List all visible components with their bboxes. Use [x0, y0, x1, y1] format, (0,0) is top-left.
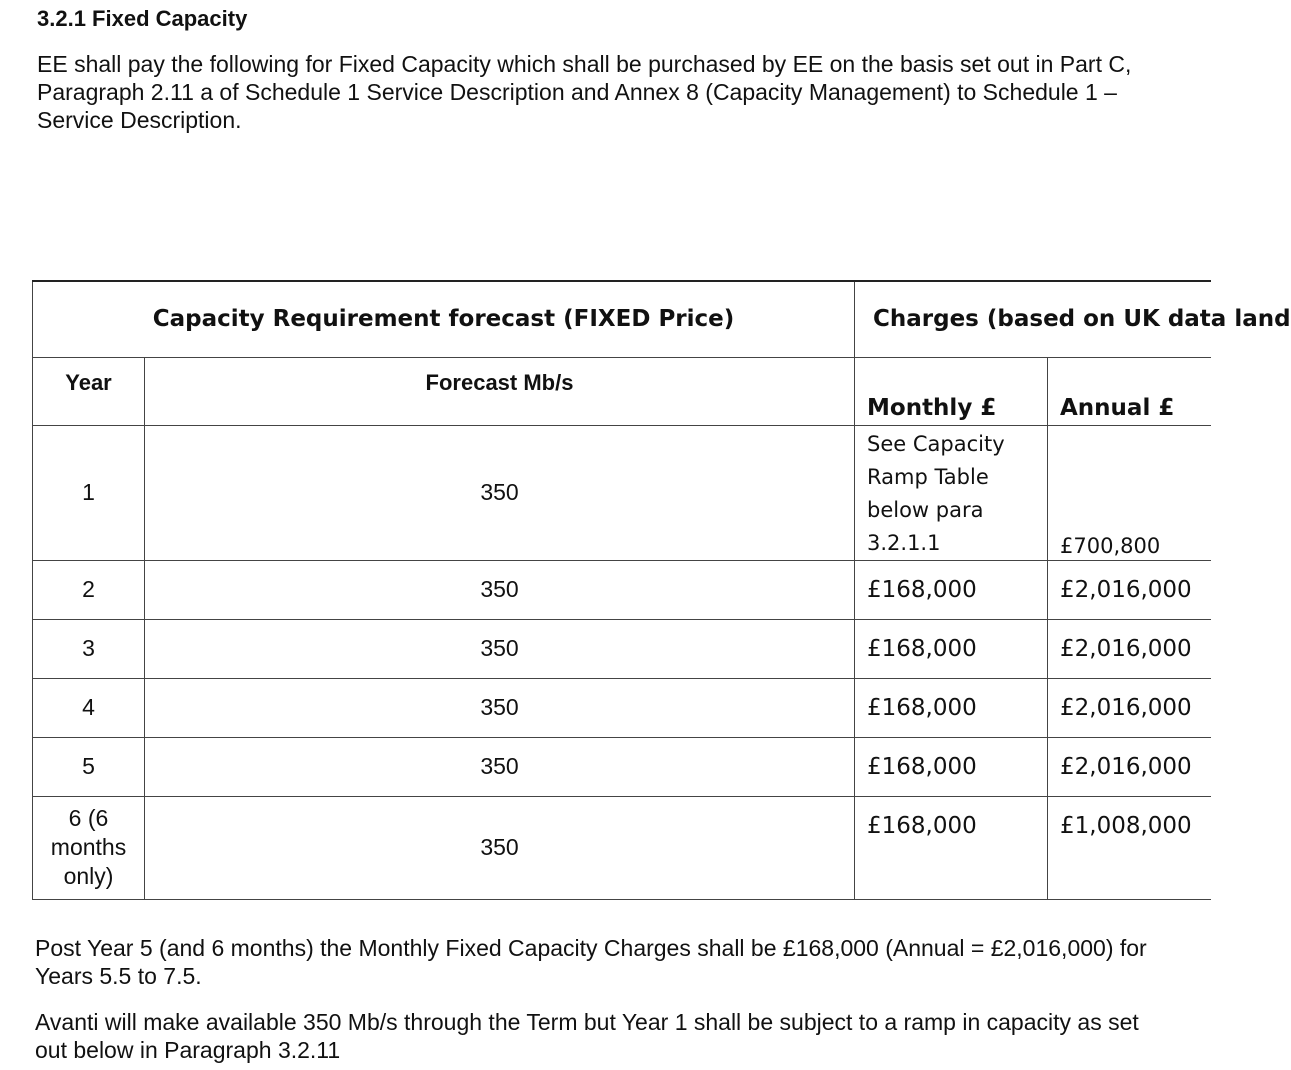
avanti-paragraph: Avanti will make available 350 Mb/s through the Term but Year 1 shall be subject to a ramp in capacity as set out below in Paragraph 3.2.11 [35, 1009, 1139, 1063]
col-header-annual: Annual £ [1048, 357, 1211, 425]
cell-monthly: £168,000 [855, 796, 1048, 899]
col-header-year: Year [33, 357, 145, 425]
group-header-capacity: Capacity Requirement forecast (FIXED Price) [33, 281, 855, 357]
group-header-charges: Charges (based on UK data land [855, 281, 1211, 357]
cell-year: 5 [33, 737, 145, 796]
cell-forecast: 350 [145, 560, 855, 619]
cell-monthly: £168,000 [855, 737, 1048, 796]
cell-forecast: 350 [145, 737, 855, 796]
table-row [33, 425, 1211, 560]
cell-forecast: 350 [145, 678, 855, 737]
cell-annual: £700,800 [1048, 425, 1211, 560]
cell-year: 1 [33, 425, 145, 560]
cell-year-line: 6 (6 [68, 805, 109, 831]
cell-year [33, 796, 145, 899]
cell-year-line: months [50, 834, 127, 860]
cell-annual: £2,016,000 [1048, 737, 1211, 796]
table-group-header-row [33, 281, 1211, 357]
post-year-paragraph: Post Year 5 (and 6 months) the Monthly Fixed Capacity Charges shall be £168,000 (Annual = £2,016,000) for Years 5.5 to 7.5. [35, 935, 1147, 989]
cell-forecast: 350 [145, 425, 855, 560]
table-row [33, 678, 1211, 737]
cell-monthly [855, 425, 1048, 560]
table-column-header-row [33, 357, 1211, 425]
col-header-forecast: Forecast Mb/s [145, 357, 855, 425]
cell-monthly-line: below para [867, 497, 984, 522]
cell-forecast: 350 [145, 619, 855, 678]
cell-monthly-line: Ramp Table [867, 464, 989, 489]
table-row [33, 737, 1211, 796]
table-row [33, 796, 1211, 899]
cell-monthly: £168,000 [855, 560, 1048, 619]
cell-annual: £2,016,000 [1048, 560, 1211, 619]
cell-year: 4 [33, 678, 145, 737]
cell-annual: £1,008,000 [1048, 796, 1211, 899]
col-header-monthly: Monthly £ [855, 357, 1048, 425]
cell-annual: £2,016,000 [1048, 619, 1211, 678]
capacity-table [32, 280, 1291, 900]
cell-year: 2 [33, 560, 145, 619]
cell-monthly-line: 3.2.1.1 [867, 530, 941, 555]
table-row [33, 619, 1211, 678]
cell-monthly: £168,000 [855, 678, 1048, 737]
section-heading: 3.2.1 Fixed Capacity [37, 6, 248, 31]
cell-year: 3 [33, 619, 145, 678]
cell-forecast: 350 [145, 796, 855, 899]
cell-year-line: only) [63, 863, 114, 889]
cell-monthly: £168,000 [855, 619, 1048, 678]
cell-annual: £2,016,000 [1048, 678, 1211, 737]
cell-monthly-line: See Capacity [867, 431, 1005, 456]
table-row [33, 560, 1211, 619]
intro-paragraph: EE shall pay the following for Fixed Capacity which shall be purchased by EE on the basis set out in Part C, Paragraph 2.11 a of Schedule 1 Service Description and Annex 8 (Capacity Management) to Schedule 1 – Service Description. [37, 51, 1132, 133]
